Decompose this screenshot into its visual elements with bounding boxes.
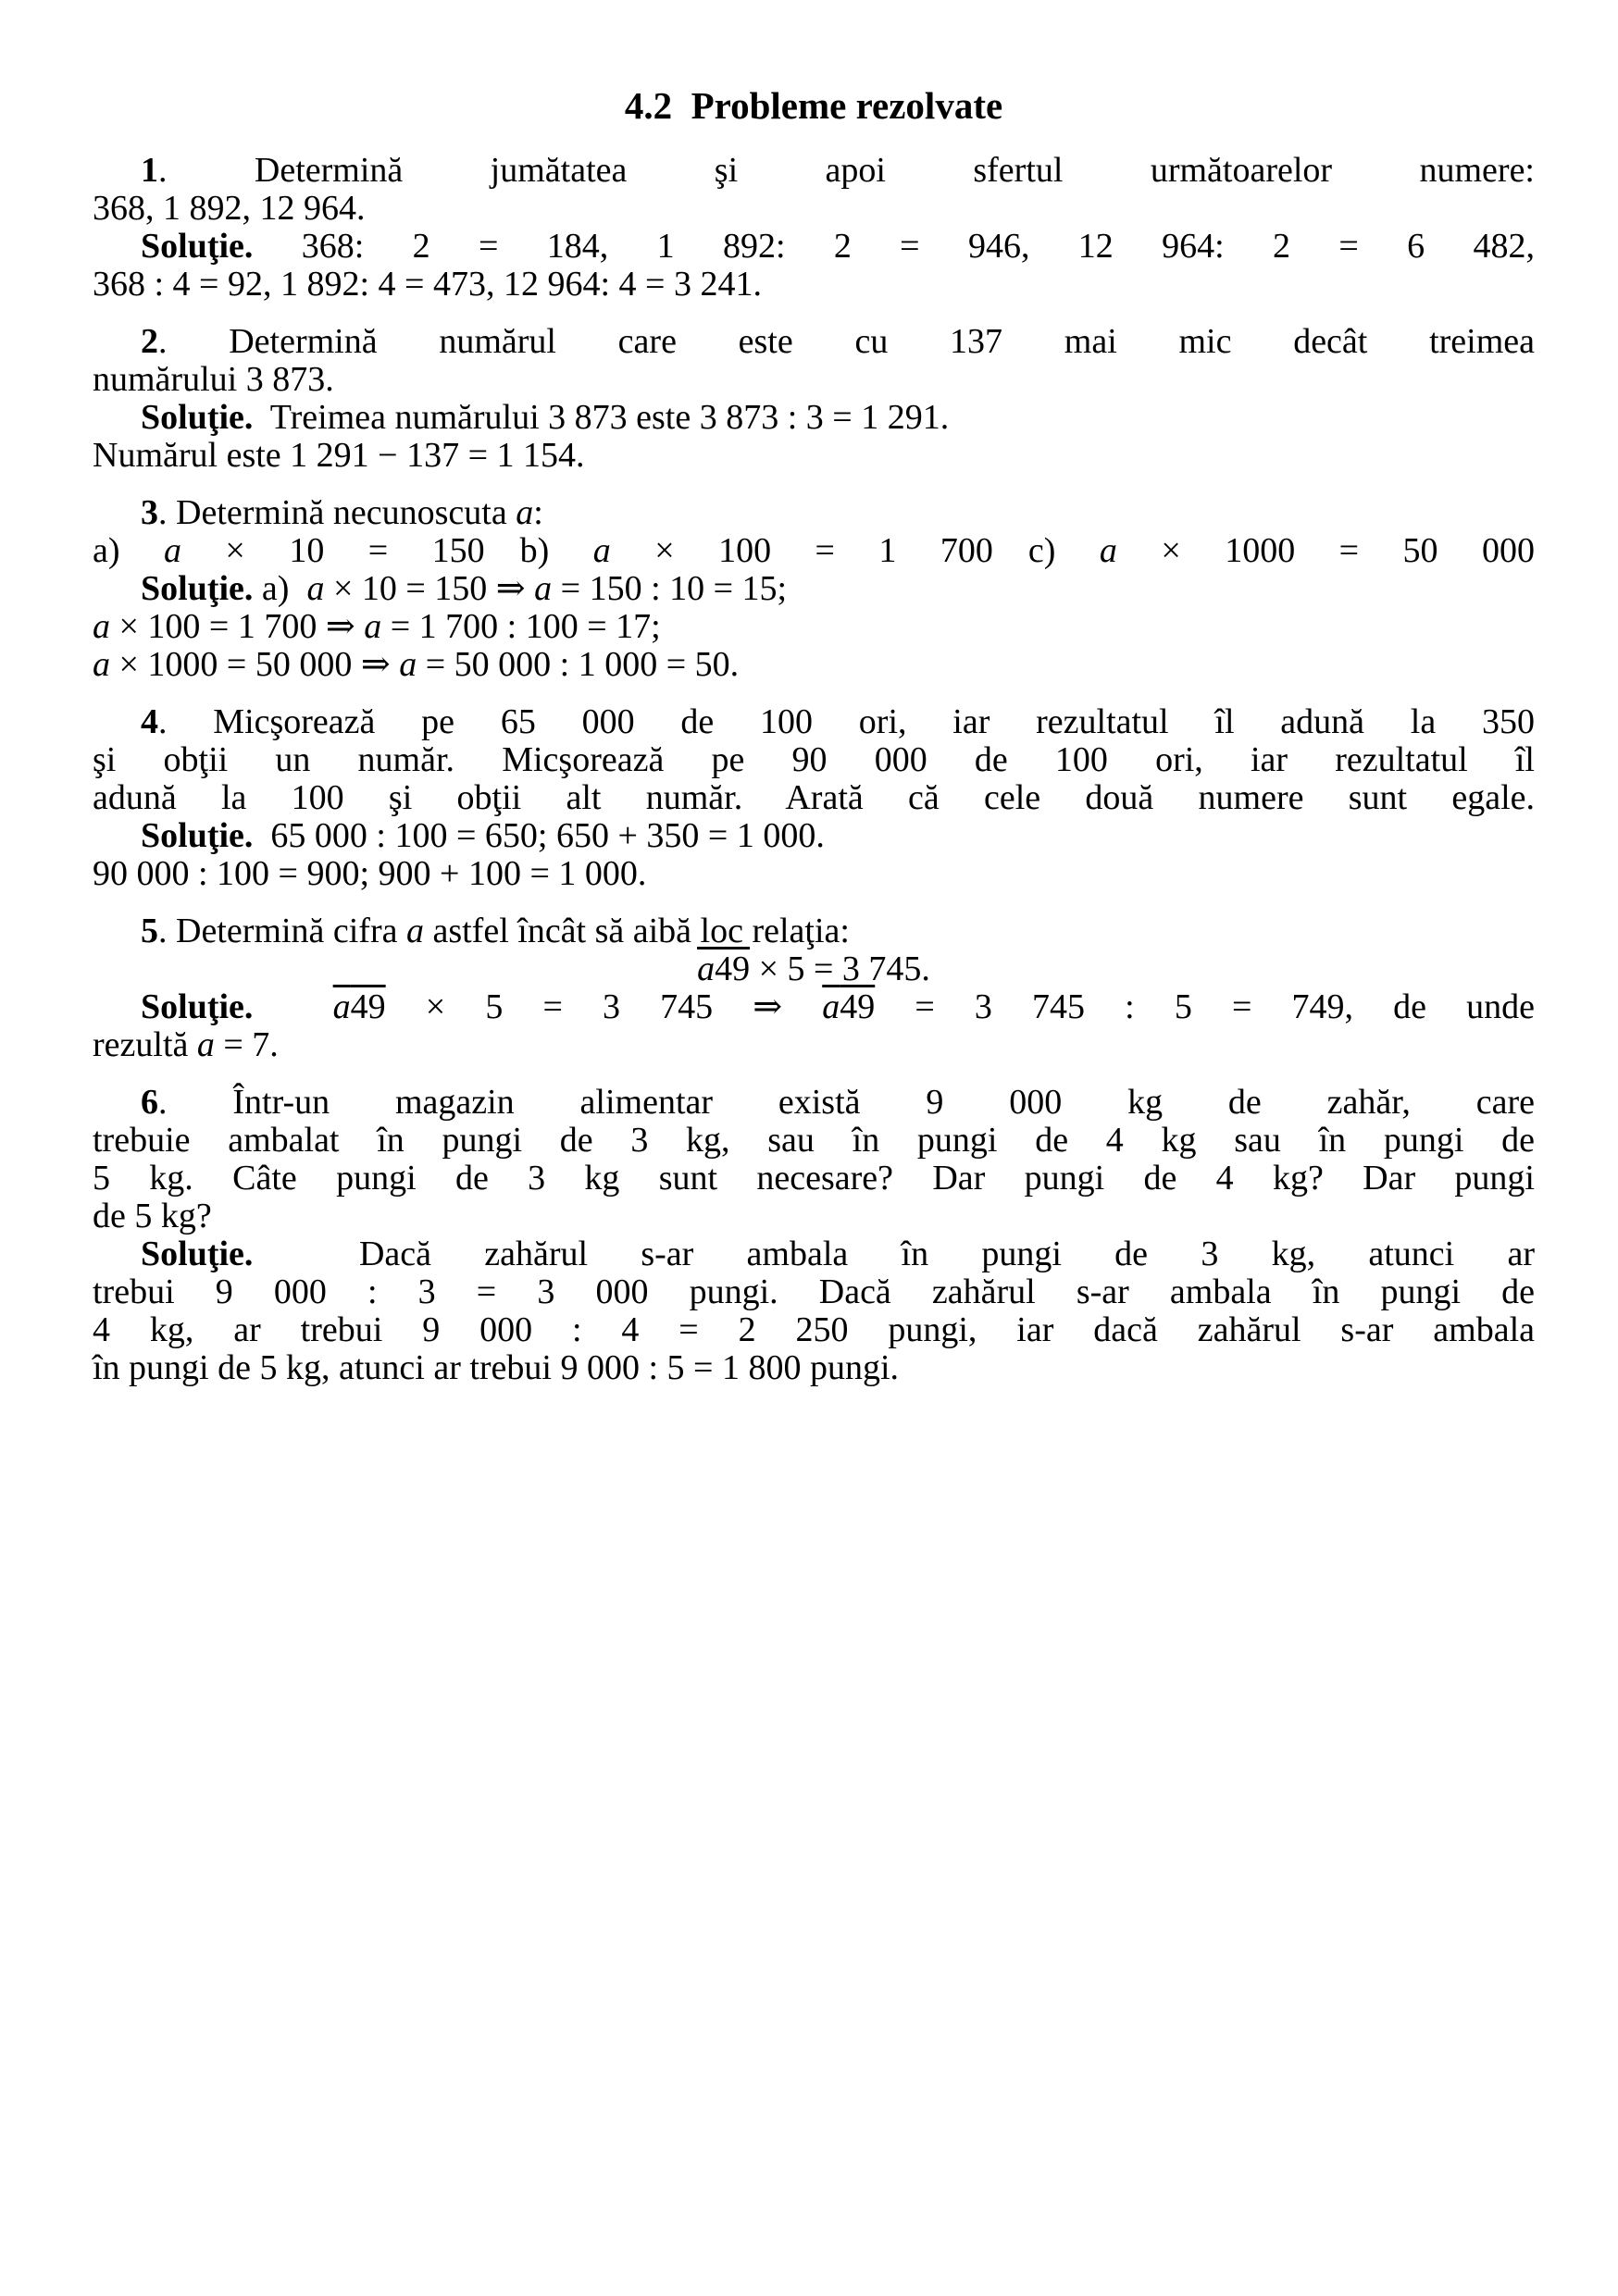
problem-number: 4: [141, 702, 158, 741]
p6-statement-l2: [93, 1122, 1535, 1160]
solution-label: Soluţie.: [141, 398, 254, 437]
text-run: [993, 531, 1028, 570]
text-run: = 1 700 : 100 = 17;: [381, 607, 661, 646]
text-run: a: [697, 949, 716, 988]
text-run: a): [253, 569, 307, 608]
p1-statement-l2: [93, 190, 1535, 228]
text-run: = 7.: [214, 1025, 279, 1064]
p4-solution-l2: [93, 855, 1535, 893]
text-run: rezultă: [93, 1025, 197, 1064]
text-run: a): [93, 531, 164, 570]
overline-a49: [333, 987, 386, 1026]
text-run: [485, 531, 520, 570]
text-run: Numărul este 1 291 − 137 = 1 154.: [93, 436, 585, 475]
p6-solution-l3: [93, 1311, 1535, 1349]
problem-number: 2: [141, 322, 158, 361]
text-run: :: [533, 493, 543, 532]
p4-statement-l3: [93, 779, 1535, 817]
variable-a: a: [93, 645, 110, 684]
text-run: 49: [715, 949, 751, 988]
text-run: × 100 = 1 700 ⇒: [110, 607, 365, 646]
text-run: Treimea numărului 3 873 este 3 873 : 3 = 1 291.: [253, 398, 950, 437]
text-run: c): [1027, 531, 1100, 570]
p6-solution-l2: [93, 1273, 1535, 1311]
text-run: 49: [350, 987, 386, 1026]
p5-solution-l2: [93, 1026, 1535, 1064]
p1-solution-l2: [93, 266, 1535, 304]
overline-a49: [822, 987, 875, 1026]
text-run: × 1000 = 50 000: [1116, 531, 1535, 570]
variable-a: a: [364, 607, 382, 646]
p2-solution-l2: [93, 437, 1535, 475]
text-run: . Într-un magazin alimentar există 9 000 kg de zahăr, care: [158, 1083, 1535, 1122]
text-run: . Micşorează pe 65 000 de 100 ori, iar rezultatul îl adună la 350: [158, 702, 1535, 741]
p5-solution-l1: [93, 988, 1535, 1026]
variable-a: a: [196, 1025, 215, 1064]
text-run: adună la 100 şi obţii alt număr. Arată că cele două numere sunt egale.: [93, 778, 1535, 817]
p6-statement-l4: [93, 1198, 1535, 1235]
text-run: × 100 = 1 700: [610, 531, 993, 570]
p6-statement-l3: [93, 1160, 1535, 1198]
variable-a: a: [163, 531, 181, 570]
p5-statement-l1: [93, 912, 1535, 950]
text-run: de 5 kg?: [93, 1197, 212, 1235]
page-body: [93, 152, 1535, 1387]
p3-statement-l1: [93, 494, 1535, 532]
solution-label: Soluţie.: [141, 227, 254, 266]
problem-number: 6: [141, 1083, 158, 1122]
text-run: numărului 3 873.: [93, 360, 334, 399]
text-run: × 10 = 150: [180, 531, 485, 570]
text-run: trebuie ambalat în pungi de 3 kg, sau în pungi de 4 kg sau în pungi de: [93, 1121, 1535, 1160]
p3-solution-l2: [93, 608, 1535, 646]
p2-solution-l1: [93, 399, 1535, 437]
text-run: = 150 : 10 = 15;: [552, 569, 788, 608]
text-run: astfel încât să aibă loc relaţia:: [423, 912, 850, 950]
text-run: b): [519, 531, 593, 570]
variable-a: a: [1099, 531, 1117, 570]
overline-a49: [697, 949, 750, 988]
variable-a: a: [306, 569, 325, 608]
p1-statement-l1: [93, 152, 1535, 190]
text-run: 90 000 : 100 = 900; 900 + 100 = 1 000.: [93, 854, 647, 893]
text-run: în pungi de 5 kg, atunci ar trebui 9 000 : 5 = 1 800 pungi.: [93, 1348, 900, 1387]
variable-a: a: [534, 569, 553, 608]
text-run: Dacă zahărul s-ar ambala în pungi de 3 kg, atunci ar: [253, 1235, 1535, 1273]
text-run: trebui 9 000 : 3 = 3 000 pungi. Dacă zahărul s-ar ambala în pungi de: [93, 1272, 1535, 1311]
p5-equation: [93, 950, 1535, 988]
p4-statement-l2: [93, 741, 1535, 779]
solution-label: Soluţie.: [141, 1235, 254, 1273]
text-run: 368 : 4 = 92, 1 892: 4 = 473, 12 964: 4 = 3 241.: [93, 265, 762, 304]
text-run: . Determină cifra: [158, 912, 406, 950]
text-run: 49: [840, 987, 876, 1026]
text-run: şi obţii un număr. Micşorează pe 90 000 de 100 ori, iar rezultatul îl: [93, 740, 1535, 779]
variable-a: a: [405, 912, 424, 950]
solution-label: Soluţie.: [141, 816, 254, 855]
p4-solution-l1: [93, 817, 1535, 855]
p6-solution-l1: [93, 1235, 1535, 1273]
variable-a: a: [399, 645, 417, 684]
text-run: = 50 000 : 1 000 = 50.: [417, 645, 740, 684]
problem-number: 3: [141, 493, 158, 532]
p2-statement-l1: [93, 323, 1535, 361]
text-run: . Determină jumătatea şi apoi sfertul următoarelor numere:: [158, 151, 1535, 190]
text-run: . Determină numărul care este cu 137 mai mic decât treimea: [158, 322, 1535, 361]
variable-a: a: [516, 493, 534, 532]
variable-a: a: [592, 531, 611, 570]
p6-statement-l1: [93, 1084, 1535, 1122]
text-run: 65 000 : 100 = 650; 650 + 350 = 1 000.: [253, 816, 825, 855]
text-run: 4 kg, ar trebui 9 000 : 4 = 2 250 pungi, iar dacă zahărul s-ar ambala: [93, 1310, 1535, 1349]
text-run: = 3 745 : 5 = 749, de unde: [875, 987, 1536, 1026]
p2-statement-l2: [93, 361, 1535, 399]
text-run: a: [332, 987, 351, 1026]
variable-a: a: [93, 607, 110, 646]
text-run: 5 kg. Câte pungi de 3 kg sunt necesare? Dar pungi de 4 kg? Dar pungi: [93, 1159, 1535, 1198]
p1-solution-l1: [93, 228, 1535, 266]
text-run: 368: 2 = 184, 1 892: 2 = 946, 12 964: 2 = 6 482,: [253, 227, 1535, 266]
p3-solution-l3: [93, 646, 1535, 684]
page-title: 4.2 Probleme rezolvate: [624, 84, 1003, 127]
text-run: a: [822, 987, 840, 1026]
problem-number: 1: [141, 151, 158, 190]
solution-label: Soluţie.: [141, 569, 254, 608]
p4-statement-l1: [93, 703, 1535, 741]
p6-solution-l4: [93, 1349, 1535, 1387]
text-run: [253, 987, 332, 1026]
solution-label: Soluţie.: [141, 987, 254, 1026]
problem-number: 5: [141, 912, 158, 950]
text-run: . Determină necunoscuta: [158, 493, 517, 532]
text-run: × 5 = 3 745 ⇒: [385, 987, 823, 1026]
text-run: 368, 1 892, 12 964.: [93, 189, 366, 228]
p3-solution-l1: [93, 570, 1535, 608]
p3-cases: [93, 532, 1535, 570]
text-run: × 1000 = 50 000 ⇒: [110, 645, 400, 684]
text-run: × 5 = 3 745.: [750, 949, 930, 988]
text-run: × 10 = 150 ⇒: [324, 569, 535, 608]
